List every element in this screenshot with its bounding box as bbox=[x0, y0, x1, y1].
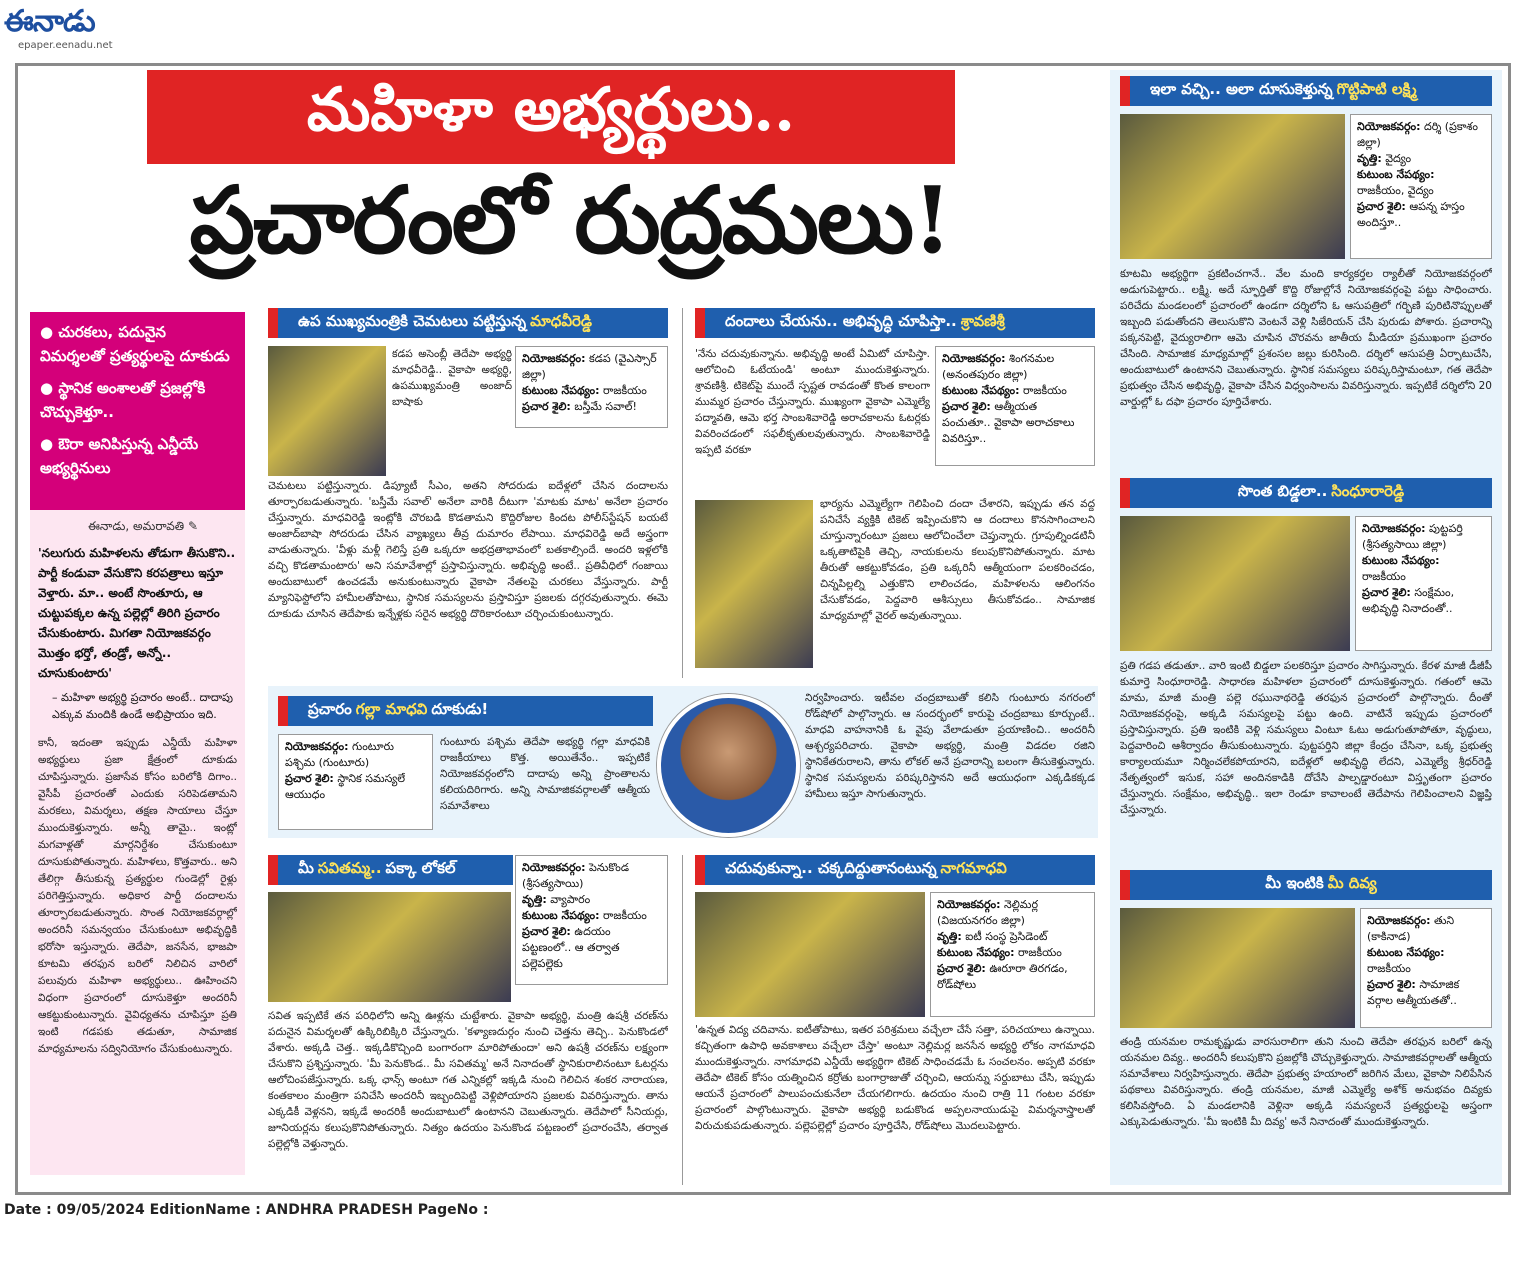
sravani-photo bbox=[695, 500, 813, 668]
article-nagamadhavi-header: చదువుకున్నా.. చక్కదిద్దుతానంటున్న నాగమాధవి bbox=[695, 855, 1095, 885]
highlights-box bbox=[30, 312, 245, 510]
divya-info: నియోజకవర్గం: తుని (కాకినాడ) కుటుంబ నేపథ్యం: రాజకీయం ప్రచార శైలి: సామాజిక వర్గాల ఆత్మీయతతో.. bbox=[1360, 908, 1492, 1028]
column-divider bbox=[682, 855, 683, 1185]
headline-line2: ప్రచారంలో రుద్రమలు! bbox=[189, 165, 951, 274]
site-url: epaper.eenadu.net bbox=[18, 40, 113, 51]
savitha-photo bbox=[268, 892, 511, 1002]
galla-body: నిర్వహించారు. ఇటీవల చంద్రబాబుతో కలిసి గుంటూరు నగరంలో రోడ్‌షోలో పాల్గొన్నారు. ఆ సందర్భంలో కారుపై చంద్రబాబు కూర్చుంటే.. మాధవి వాహనానికి ఓ వైపు వేలాడుతూ ప్రయాణించి.. అందరినీ ఆశ్చర్యపరిచారు. వైకాపా అభ్యర్థి, మంత్రి విడదల రజిని స్థానికేతరురాలని, తాను లోకల్ అనే ప్రచారాన్ని బలంగా తీసుకెళ్తున్నారు. స్థానిక సమస్యలను పరిష్కరిస్తానని అదే ఆయుధంగా ఎక్కడికక్కడ హామీలు ఇస్తూ సాగుతున్నారు. bbox=[805, 692, 1095, 800]
savitha-info: నియోజకవర్గం: పెనుకొండ (శ్రీసత్యసాయి) వృత్తి: వ్యాపారం కుటుంబ నేపథ్యం: రాజకీయం ప్రచార శైలి: ఉదయం పట్టణంలో.. ఆ తర్వాత పల్లెపల్లెకు bbox=[515, 855, 668, 985]
byline: ఈనాడు, అమరావతి ✎ bbox=[88, 519, 199, 533]
highlight-item: ● స్థానిక అంశాలతో ప్రజల్లోకి చొచ్చుకెళ్తూ.. bbox=[40, 376, 235, 424]
article-galla-header: ప్రచారం గల్లా మాధవి దూకుడు! bbox=[278, 696, 653, 726]
article-sindhura-header: సొంత బిడ్డలా.. సింధూరారెడ్డి bbox=[1120, 478, 1492, 508]
savitha-body: సవిత ఇప్పటికే తన పరిధిలోని అన్ని ఊళ్లను చుట్టేశారు. వైకాపా అభ్యర్థి, మంత్రి ఉషశ్రీ చరణ్‌ను పదునైన విమర్శలతో ఉక్కిరిబిక్కిరి చేస్తున్నారు. 'కళ్యాణదుర్గం నుంచి చెత్తను తెచ్చి.. పెనుకొండలో వేశారు. అక్కడి చెత్త.. ఇక్కడికొచ్చింది బంగారంగా మారిపోతుందా' అని ఉషశ్రీ చరణ్‌ను లక్ష్యంగా చేసుకొని ప్రశ్నిస్తున్నారు. 'మీ పెనుకొండ.. మీ సవితమ్మ' అనే నినాదంతో స్థానికురాలినంటూ ఓటర్లను ఆలోచింపజేస్తున్నారు. ఒక్క ఛాన్స్ అంటూ గత ఎన్నికల్లో ఇక్కడి నుంచి గెలిచిన శంకర నారాయణ, కంతకాలం మంత్రిగా పనిచేసి అందరినీ ఇబ్బందిపెట్టి వెళ్లిపోయారని ప్రజలకు వివరిస్తున్నారు. తాను ఎక్కడికీ వెళ్లనని, ఇక్కడే అందరికీ అందుబాటులో ఉంటానని చెబుతున్నారు. తెదేపాలో సీనియర్లు, జూనియర్లను కలుపుకొనిపోతున్నారు. నిత్యం ఉదయం పెనుకొండ పట్టణంలో ప్రచారంచేసి, తర్వాత పల్లెల్లోకి వెళ్తున్నారు. bbox=[268, 1010, 668, 1150]
eenadu-logo[interactable]: ఈనాడు bbox=[4, 4, 95, 39]
article-lakshmi-header: ఇలా వచ్చి.. అలా దూసుకెళ్తున్న గొట్టిపాటి లక్ష్మి bbox=[1120, 76, 1492, 106]
quote-note: – మహిళా అభ్యర్థి ప్రచారం అంటే.. దాదాపు ఎక్కువ మందికి ఉండే అభిప్రాయం ఇది. bbox=[52, 691, 234, 721]
madhavi-info: నియోజకవర్గం: కడప (వైఎస్సార్ జిల్లా) కుటుంబ నేపథ్యం: రాజకీయం ప్రచార శైలి: బస్తీమే సవాల్! bbox=[515, 346, 668, 428]
madhavi-body: చెమటలు పట్టిస్తున్నారు. డిప్యూటీ సీఎం, అతని సోదరుడు ఐదేళ్లలో చేసిన దందాలను తూర్పారబడుతున్నారు. 'బస్తీమే సవాల్' అనేలా వారికి దీటుగా 'మాటకు మాట' అనేలా ప్రచారం చేస్తున్నారు. మాధవిరెడ్డి ఇంట్లోకి చొరబడి కొడతామని కొద్దిరోజుల కిందట పోలీస్‌స్టేషన్ బయటే అంజాద్‌బాషా సోదరుడు చేసిన వ్యాఖ్యలు తీవ్ర దుమారం లేపాయి. మాధవిరెడ్డి అదే అస్త్రంగా వాడుతున్నారు. 'వీళ్లు మళ్లీ గెలిస్తే ప్రతి ఒక్కరూ అభద్రతాభావంలో బతకాల్సిందే. అందరి ఇళ్లలోకి వచ్చి కొడతామంటారు' అని సమావేశాల్లో ప్రస్తావిస్తున్నారు. అభివృద్ధి అంటే.. ప్రతివీధిలో గంజాయి అందుబాటులో ఉంచడమే అనుకుంటున్నారు వైకాపా నేతలపై చురకలు వేస్తున్నారు. పార్టీ మ్యానిఫెస్టోలోని హామీలతోపాటు, స్థానిక సమస్యలను ప్రస్తావిస్తూ ప్రజలకు దగ్గరవుతున్నారు. ఈమె దూకుడు చూసిన తెదేపాకు ఇన్నేళ్లకు సరైన అభ్యర్థి దొరికారంటూ చర్చించుకుంటున్నారు. bbox=[268, 480, 668, 620]
article-savitha-header: మీ సవితమ్మ.. పక్కా లోకల్ bbox=[268, 855, 513, 885]
sravani-intro: 'నేను చదువుకున్నాను. అభివృద్ధి అంటే ఏమిటో చూపిస్తా. ఆలోచించి ఓటేయండి' అంటూ ముందుకెళ్తున్నారు. శ్రావణిశ్రీ. టికెట్‌పై ముందే స్పష్టత రావడంతో కొంత కాలంగా ముమ్మర ప్రచారం చేస్తున్నారు. ముఖ్యంగా వైకాపా ఎమ్మెల్యే పద్మావతి, ఆమె భర్త సాంబశివారెడ్డి అరాచకాలను ఓటర్లకు వివరించడంలో సఫలీకృతులవుతున్నారు. సాంబశివారెడ్డి ఇప్పటి వరకూ bbox=[695, 348, 930, 456]
sindhura-photo bbox=[1120, 516, 1350, 651]
lakshmi-photo bbox=[1120, 114, 1345, 259]
intro-body: కానీ, ఇదంతా ఇప్పుడు ఎన్డీయే మహిళా అభ్యర్థులు ప్రజా క్షేత్రంలో దూకుడు చూపిస్తున్నారు. ప్రజాసేవ కోసం బరిలోకి దిగాం.. వైసీపీ ప్రచారంతో ఎందుకు సరిపెడతామని మరకలు, విమర్శలు, తక్షణ సాయాలు చేస్తూ ముందుకెళ్తున్నారు. అన్నీ తామై.. ఇంట్లో మగవాళ్లతో మార్గనిర్దేశం చేసుకుంటూ దూసుకుపోతున్నారు. మహిళలు, కొత్తవారు.. అని తేలిగ్గా తీసుకున్న ప్రత్యర్థుల గుండెల్లో రైళ్లు పరిగెత్తిస్తున్నారు. అధికార పార్టీ దందాలను తూర్పారబడుతున్నారు. సొంత నియోజకవర్గాల్లో అందరినీ సమన్వయం చేసుకుంటూ అభివృద్ధికి భరోసా ఇస్తున్నారు. తెదేపా, జనసేన, భాజపా కూటమి తరఫున బరిలో నిలిచిన వారిలో పలువురు మహిళా అభ్యర్థులు.. ఊహించని విధంగా ప్రచారంలో దూసుకెళ్తూ అందరినీ ఆకట్టుకుంటున్నారు. వైవిధ్యతను చూపిస్తూ ప్రతి ఇంటి గడపకు తడుతూ, సామాజిక మాధ్యమాలను సద్వినియోగం చేసుకుంటున్నారు. bbox=[38, 737, 237, 1055]
sindhura-body: ప్రతి గడప తడుతూ.. వారి ఇంటి బిడ్డలా పలకరిస్తూ ప్రచారం సాగిస్తున్నారు. కేరళ మాజీ డీజీపీ కుమార్తె సింధూరారెడ్డి. సాధారణ మహిళలా ప్రచారంలో దూసుకెళ్తున్నారు. గతంలో ఆమె మామ, మాజీ మంత్రి పల్లె రఘునాథరెడ్డి తరఫున ప్రచారంలో పాల్గొన్నారు. దీంతో నియోజకవర్గంపై, అక్కడి సమస్యలపై పట్టు ఉంది. వాటినే ఇప్పుడు ప్రచారంలో ప్రస్తావిస్తున్నారు. ప్రతి ఇంటికి వెళ్లి సమస్యలు వింటూ ఓటు అడుగుతూపోతూ, వృద్ధులు, పెద్దవారించి ఆశీర్వాదం తీసుకుంటున్నారు. పుట్టపర్తిని జిల్లా కేంద్రం చేసినా, ఒక్క ప్రభుత్వ కార్యాలయమూ నిర్మించలేకపోయారని, ఐదేళ్లలో అభివృద్ధి లేదని, ఎమ్మెల్యే శ్రీధర్‌రెడ్డి నేతృత్వంలో ఇసుక, సహా అందినకాడికి దోచేసి పాల్పడ్డారంటూ విస్తృతంగా ప్రచారం చేస్తున్నారు. సంక్షేమం, అభివృద్ధి.. ఇలా రెండూ కావాలంటే తెదేపాను గెలిపించాలని విజ్ఞప్తి చేస్తున్నారు. bbox=[1120, 660, 1492, 816]
nagamadhavi-photo bbox=[695, 892, 925, 1017]
article-madhavi-header: ఉప ముఖ్యమంత్రికి చెమటలు పట్టిస్తున్న మాధవీరెడ్డి bbox=[268, 308, 668, 338]
nagamadhavi-body: 'ఉన్నత విద్య చదివాను. ఐటీతోపాటు, ఇతర పరిశ్రమలు వచ్చేలా చేసే సత్తా, పరిచయాలు ఉన్నాయి. కచ్చితంగా ఉపాధి అవకాశాలు వచ్చేలా చేస్తా' అంటూ నెల్లిమర్ల జనసేన అభ్యర్థి లోకం నాగమాధవి ముందుకెళ్తున్నారు. నాగమాధవి ఎన్డీయే అభ్యర్థిగా టికెట్ సాధించడమే ఓ సంచలనం. అప్పటి వరకూ తెదేపా టికెట్ కోసం యత్నించిన కర్రోతు బంగార్రాజుతో చర్చించి, ఆయన్ను సర్దుబాటు చేసి, ఇప్పుడు ఆయనే ప్రచారంలో పాలుపంచుకునేలా చేయగలిగారు. ఉదయం నుంచి రాత్రి 11 గంటల వరకూ ప్రచారంలో పాల్గొంటున్నారు. వైకాపా అభ్యర్థి బడుకొండ అప్పలనాయుడుపై విమర్శనాస్త్రాలతో విరుచుకుపడుతున్నారు. పల్లెపల్లెల్లో ప్రచారం పూర్తిచేసి, రోడ్‌షోలు మొదలుపెట్టారు. bbox=[695, 1024, 1095, 1132]
highlight-item: ● చురకలు, పదునైన విమర్శలతో ప్రత్యర్థులపై దూకుడు bbox=[40, 320, 235, 368]
headline-line1: మహిళా అభ్యర్థులు.. bbox=[147, 70, 955, 164]
article-sravani-header: దందాలు చేయను.. అభివృద్ధి చూపిస్తా.. శ్రావణిశ్రీ bbox=[695, 308, 1095, 338]
intro-column bbox=[30, 510, 245, 1175]
pen-icon: ✎ bbox=[187, 519, 199, 533]
sravani-info: నియోజకవర్గం: శింగనమల (అనంతపురం జిల్లా) కుటుంబ నేపథ్యం: రాజకీయం ప్రచార శైలి: ఆత్మీయత పంచుతూ.. వైకాపా అరాచకాలు వివరిస్తూ.. bbox=[935, 346, 1095, 466]
article-divya-header: మీ ఇంటికి మీ దివ్య bbox=[1120, 870, 1492, 900]
divya-photo bbox=[1120, 908, 1355, 1028]
sravani-body: భార్యను ఎమ్మెల్యేగా గెలిపించి దందా చేశారని, ఇప్పుడు తన వద్ద పనిచేసే వ్యక్తికి టికెట్ ఇప్పించుకొని ఆ దందాలు కొనసాగించాలని చూస్తున్నారంటూ ప్రజలు ఆలోచించేలా చెప్తున్నారు. గ్రూపుల్నిండటినీ ఒక్కతాటిపైకి తెచ్చి, నాయకులను కలుపుకొనిపోతున్నారు. మాట తీరుతో ఆకట్టుకోవడం, ప్రతి ఒక్కరినీ ఆత్మీయంగా పలకరించడం, చిన్నపిల్లల్ని ఎత్తుకొని లాలించడం, మహిళలను ఆలింగనం చేసుకోవడం, పెద్దవారి ఆశీస్సులు తీసుకోవడం.. సామాజిక మాధ్యమాల్లో వైరల్ అవుతున్నాయి. bbox=[820, 498, 1095, 622]
galla-intro: గుంటూరు పశ్చిమ తెదేపా అభ్యర్థి గల్లా మాధవికి రాజకీయాలు కొత్త. అయితేనేం.. ఇప్పటికే నియోజకవర్గంలోని దాదాపు అన్ని ప్రాంతాలను కలియదిరిగారు. అన్ని సామాజికవర్గాలతో ఆత్మీయ సమావేశాలు bbox=[440, 736, 650, 812]
highlight-item: ● ఔరా అనిపిస్తున్న ఎన్డీయే అభ్యర్థినులు bbox=[40, 432, 235, 480]
galla-portrait bbox=[657, 694, 800, 837]
galla-info: నియోజకవర్గం: గుంటూరు పశ్చిమ (గుంటూరు) ప్రచార శైలి: స్థానిక సమస్యలే ఆయుధం bbox=[278, 734, 433, 830]
intro-quote: 'నలుగురు మహిళలను తోడుగా తీసుకొని.. పార్టీ కండువా వేసుకొని కరపత్రాలు ఇస్తూ వెళ్తారు. మా.. అంటే సొంతూరు, ఆ చుట్టుపక్కల ఉన్న పల్లెల్లో తిరిగి ప్రచారం చేసుకుంటారు. మిగతా నియోజకవర్గం మొత్తం భర్తో, తండ్రో, అన్నో.. చూసుకుంటారు' bbox=[38, 546, 236, 680]
lakshmi-body: కూటమి అభ్యర్థిగా ప్రకటించగానే.. వేల మంది కార్యకర్తల ర్యాలీతో నియోజకవర్గంలో అడుగుపెట్టారు.. లక్ష్మి. అదే స్ఫూర్తితో కొద్ది రోజుల్లోనే నియోజకవర్గంపై పట్టు సాధించారు. పరిచేదు మండలంలో ప్రచారంలో ఉండగా దర్శిలోని ఓ ఆసుపత్రిలో గర్భిణి పురిటినొప్పులతో ఇబ్బంది పడుతోందని తెలుసుకొని వెంటనే వెళ్లి సిజేరియన్ చేసి పురుడు పోశారు. ప్రచారాన్ని పక్కనపెట్టి, వైద్యురాలిగా ఆమె చూపిన చొరవను జాతీయ మీడియా ప్రముఖంగా ప్రచారం చేసింది. సామాజిక మాధ్యమాల్లో ప్రశంసల జల్లు కురిసింది. దర్శిలో ఆసుపత్రి ఏర్పాటుచేసి, అందుబాటులో ఉంటానని చెబుతున్నారు. స్థానిక సమస్యలు పరిష్కరిస్తామంటూ, గత తెదేపా ప్రభుత్వం చేసిన అభివృద్ధి, వైకాపా చేసిన విధ్వంసాలను వివరిస్తున్నారు. ఇప్పటికే దర్శిలోని 20 వార్డుల్లో ఓ దఫా ప్రచారం పూర్తిచేశారు. bbox=[1120, 268, 1492, 408]
lakshmi-info: నియోజకవర్గం: దర్శి (ప్రకాశం జిల్లా) వృత్తి: వైద్యం కుటుంబ నేపథ్యం: రాజకీయం, వైద్యం ప్రచార శైలి: ఆపన్న హస్తం అందిస్తూ.. bbox=[1350, 114, 1492, 259]
column-divider bbox=[682, 308, 683, 678]
sindhura-info: నియోజకవర్గం: పుట్టపర్తి (శ్రీసత్యసాయి జిల్లా) కుటుంబ నేపథ్యం: రాజకీయం ప్రచార శైలి: సంక్షేమం, అభివృద్ధి నినాదంతో.. bbox=[1355, 516, 1492, 651]
nagamadhavi-info: నియోజకవర్గం: నెల్లిమర్ల (విజయనగరం జిల్లా) వృత్తి: ఐటీ సంస్థ ప్రెసిడెంట్ కుటుంబ నేపథ్యం: రాజకీయం ప్రచార శైలి: ఊరూరా తిరగడం, రోడ్‌షోలు bbox=[930, 892, 1095, 1017]
madhavi-photo bbox=[268, 346, 386, 476]
madhavi-intro: కడప అసెంబ్లీ తెదేపా అభ్యర్థి మాధవీరెడ్డి.. వైకాపా అభ్యర్థి, ఉపముఖ్యమంత్రి అంజాద్ బాషాకు bbox=[392, 348, 512, 408]
divya-body: తండ్రి యనమల రామకృష్ణుడు వారసురాలిగా తుని నుంచి తెదేపా తరఫున బరిలో ఉన్న యనమల దివ్య.. అందరినీ కలుపుకొని ప్రజల్లోకి చొచ్చుకెళ్తున్నారు. సామాజికవర్గాలతో ఆత్మీయ సమావేశాలు నిర్వహిస్తున్నారు. తెదేపా ప్రభుత్వ హయాంలో జరిగిన మేలు, వైకాపా నిలిపేసిన పథకాలు వివరిస్తున్నారు. తండ్రి యనమల, మాజీ ఎమ్మెల్యే అశోక్ అనుభవం దివ్యకు కలిసివస్తోంది. ఏ మండలానికి వెళ్లినా అక్కడి సమస్యలనే ప్రత్యర్థులపై అస్త్రంగా ఎక్కుపెడుతున్నారు. 'మీ ఇంటికి మీ దివ్య' అనే నినాదంతో ముందుకెళ్తున్నారు. bbox=[1120, 1036, 1492, 1128]
edition-footer: Date : 09/05/2024 EditionName : ANDHRA PRADESH PageNo : bbox=[4, 1202, 489, 1218]
